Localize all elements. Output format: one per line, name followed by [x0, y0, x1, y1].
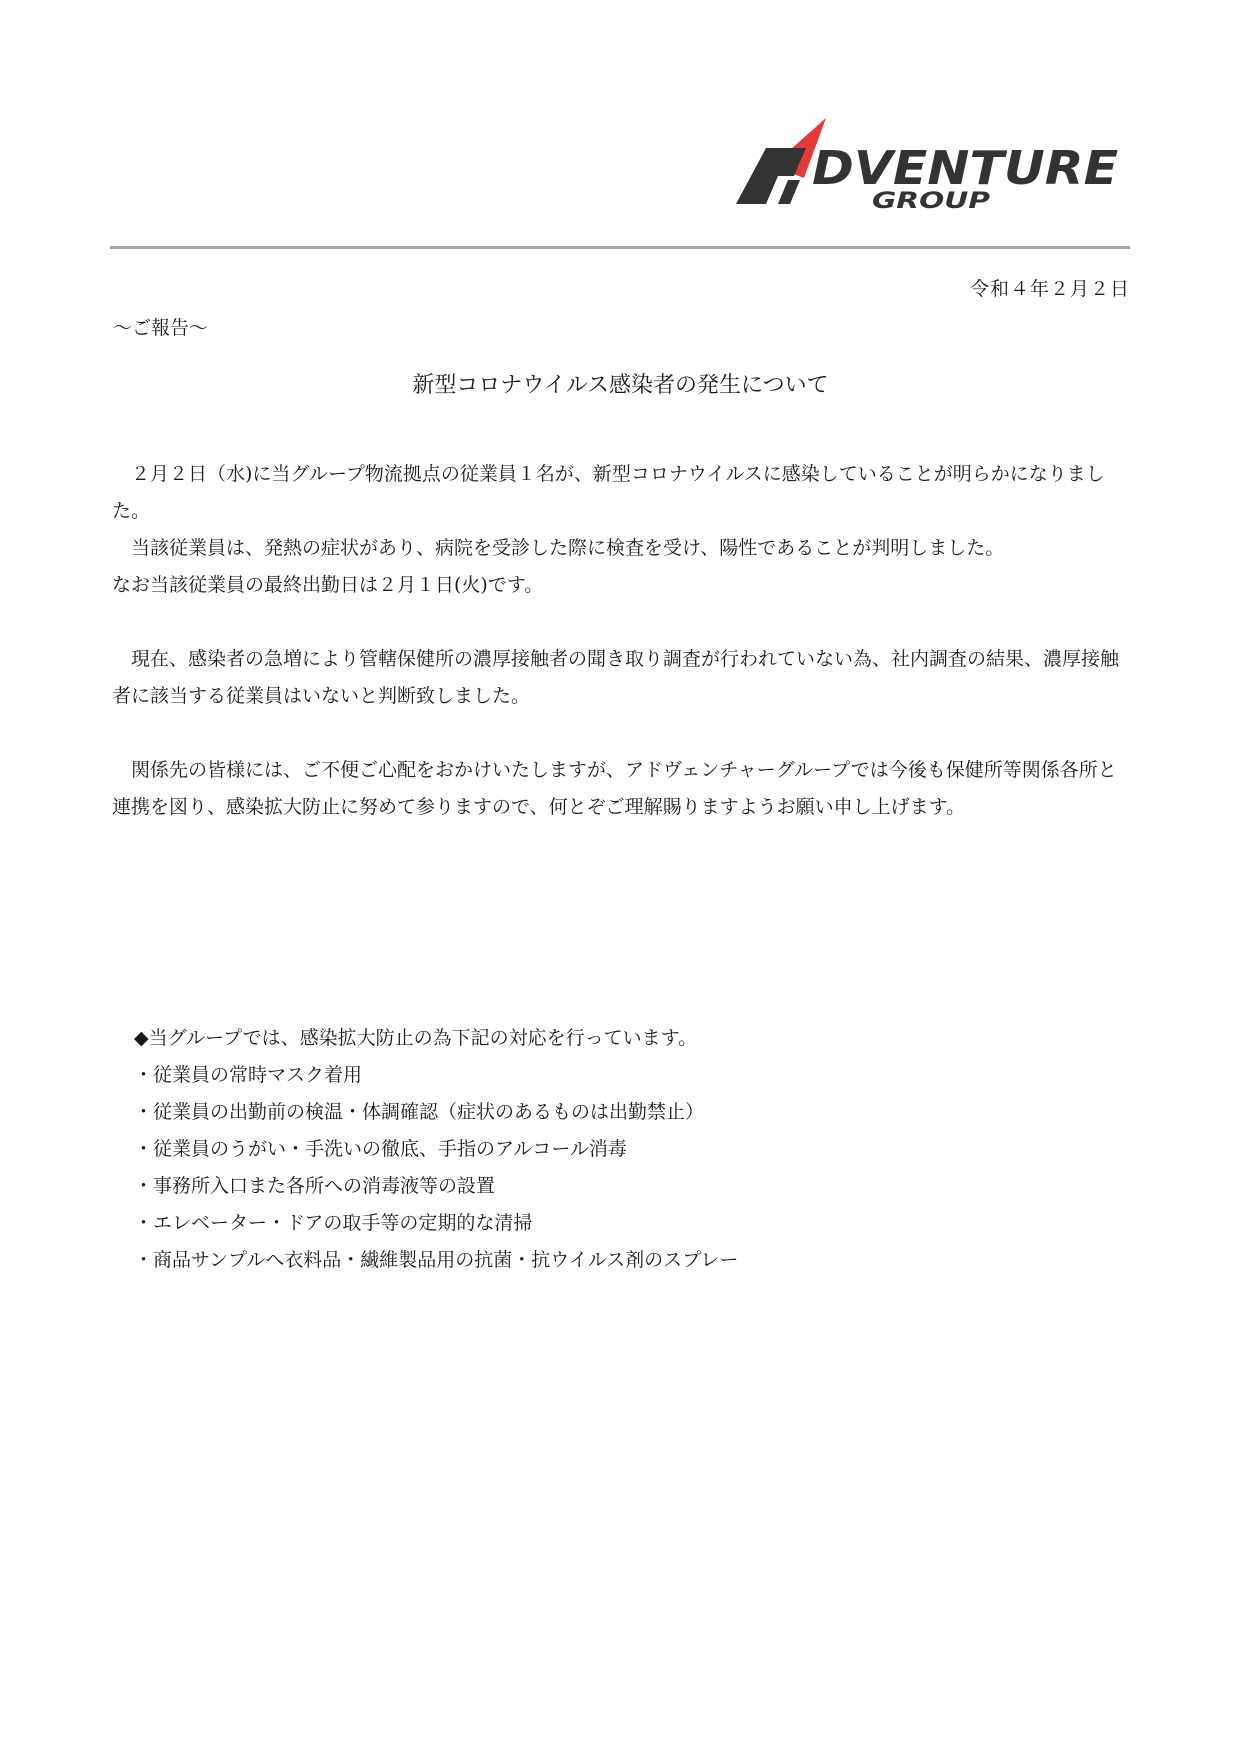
logo-wordmark: DVENTURE	[812, 141, 1118, 195]
logo-dark-a-leg	[778, 180, 800, 204]
paragraph-last-workday: なお当該従業員の最終出勤日は２月１日(火)です。	[112, 574, 544, 596]
measure-item: ・従業員のうがい・手洗いの徹底、手指のアルコール消毒	[134, 1138, 627, 1160]
measure-item: ・事務所入口また各所への消毒液等の設置	[134, 1175, 496, 1197]
measure-item: ・従業員の常時マスク着用	[134, 1064, 363, 1086]
report-label: 〜ご報告〜	[113, 317, 209, 339]
measure-item: ・従業員の出勤前の検温・体調確認（症状のあるものは出勤禁止）	[134, 1101, 705, 1123]
document-body	[112, 456, 1134, 826]
measures-heading: ◆当グループでは、感染拡大防止の為下記の対応を行っています。	[134, 1027, 698, 1049]
company-logo	[728, 118, 1132, 216]
paragraph-spacer	[112, 715, 1134, 752]
paragraph-symptoms: 当該従業員は、発熱の症状があり、病院を受診した際に検査を受け、陽性であることが判明しました。	[112, 537, 1005, 559]
logo-subtitle: GROUP	[872, 189, 990, 214]
header-divider	[110, 246, 1130, 249]
measure-item: ・エレベーター・ドアの取手等の定期的な清掃	[134, 1212, 533, 1234]
paragraph-close-contacts: 現在、感染者の急増により管轄保健所の濃厚接触者の聞き取り調査が行われていない為、社内調査の結果、濃厚接触者に該当する従業員はいないと判断致しました。	[112, 648, 1120, 707]
document-date: 令和４年２月２日	[969, 278, 1130, 300]
logo-dark-a	[736, 148, 806, 204]
paragraph-infection-notice: ２月２日（水)に当グループ物流拠点の従業員１名が、新型コロナウイルスに感染していることが明らかになりました。	[112, 463, 1105, 522]
document-title: 新型コロナウイルス感染者の発生について	[412, 373, 829, 398]
paragraph-spacer	[112, 604, 1134, 641]
paragraph-apology: 関係先の皆様には、ご不便ご心配をおかけいたしますが、アドヴェンチャーグループでは今後も保健所等関係各所と連携を図り、感染拡大防止に努めて参りますので、何とぞご理解賜りますようお願い申し上げます。	[112, 759, 1117, 818]
prevention-measures	[134, 1020, 738, 1279]
measure-item: ・商品サンプルへ衣料品・繊維製品用の抗菌・抗ウイルス剤のスプレー	[134, 1249, 739, 1271]
adventure-group-logo-graphic	[728, 118, 1132, 216]
